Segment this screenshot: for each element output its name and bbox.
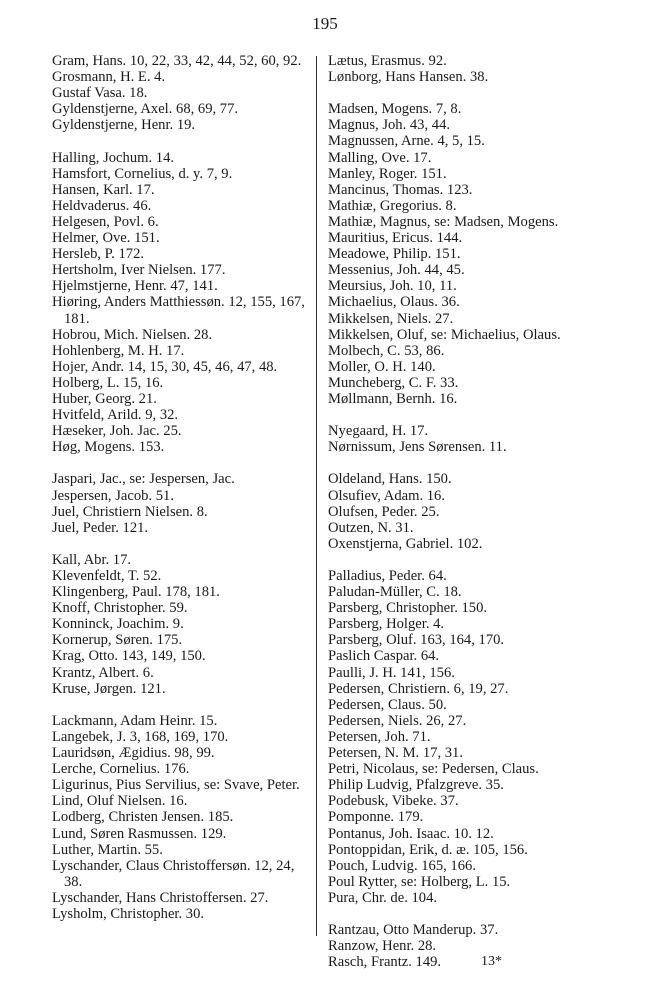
index-entry: Manley, Roger. 151. — [328, 165, 447, 182]
index-entry: Paulli, J. H. 141, 156. — [328, 664, 455, 681]
index-entry: Lund, Søren Rasmussen. 129. — [52, 825, 227, 842]
index-letter-group — [52, 713, 310, 922]
index-entry: Petersen, N. M. 17, 31. — [328, 745, 463, 762]
index-entry: Hvitfeld, Arild. 9, 32. — [52, 407, 179, 424]
index-entry: Messenius, Joh. 44, 45. — [328, 262, 465, 279]
index-entry: Pedersen, Niels. 26, 27. — [328, 712, 467, 729]
index-entry: Gyldenstjerne, Henr. 19. — [52, 117, 196, 134]
index-entry: Mauritius, Ericus. 144. — [328, 230, 463, 247]
index-entry: Gustaf Vasa. 18. — [52, 85, 148, 102]
index-entry: Michaelius, Olaus. 36. — [328, 294, 460, 311]
index-entry: Madsen, Mogens. 7, 8. — [328, 101, 462, 118]
index-letter-group — [328, 53, 610, 85]
index-entry: Mikkelsen, Niels. 27. — [328, 310, 454, 327]
index-entry: Jespersen, Jacob. 51. — [52, 487, 174, 504]
index-entry: Mathiæ, Gregorius. 8. — [328, 197, 457, 214]
index-letter-group — [52, 552, 310, 697]
index-entry: Lauridsøn, Ægidius. 98, 99. — [52, 745, 215, 762]
index-entry: Meadowe, Philip. 151. — [328, 246, 461, 263]
index-entry: Lyschander, Claus Christoffersøn. 12, 24, 38. — [52, 857, 295, 890]
index-entry: Kornerup, Søren. 175. — [52, 632, 183, 649]
index-entry: Krag, Otto. 143, 149, 150. — [52, 648, 206, 665]
index-entry: Lerche, Cornelius. 176. — [52, 761, 190, 778]
index-entry: Klevenfeldt, T. 52. — [52, 568, 162, 584]
index-entry: Kall, Abr. 17. — [52, 551, 132, 568]
index-entry: Olsufiev, Adam. 16. — [328, 487, 446, 504]
index-letter-group — [328, 101, 610, 407]
index-entry: Mancinus, Thomas. 123. — [328, 181, 473, 198]
index-letter-group — [52, 150, 310, 456]
index-left-column — [52, 53, 310, 922]
index-entry: Olufsen, Peder. 25. — [328, 503, 440, 520]
index-entry: Muncheberg, C. F. 33. — [328, 374, 459, 391]
index-entry: Hersleb, P. 172. — [52, 246, 145, 263]
index-entry: Hamsfort, Cornelius, d. y. 7, 9. — [52, 165, 233, 182]
index-entry: Huber, Georg. 21. — [52, 390, 157, 407]
index-entry: Gram, Hans. 10, 22, 33, 42, 44, 52, 60, 92. — [52, 53, 302, 69]
index-entry: Lyschander, Hans Christoffersen. 27. — [52, 889, 269, 906]
index-entry: Molbech, C. 53, 86. — [328, 342, 445, 359]
index-entry: Podebusk, Vibeke. 37. — [328, 793, 459, 810]
index-letter-group — [328, 423, 610, 455]
index-right-column — [328, 53, 610, 970]
index-entry: Lønborg, Hans Hansen. 38. — [328, 69, 489, 86]
index-entry: Helgesen, Povl. 6. — [52, 213, 159, 230]
index-entry: Luther, Martin. 55. — [52, 841, 163, 858]
index-entry: Jaspari, Jac., se: Jespersen, Jac. — [52, 471, 235, 488]
index-entry: Lind, Oluf Nielsen. 16. — [52, 793, 188, 810]
index-entry: Paludan-Müller, C. 18. — [328, 584, 462, 601]
index-entry: Langebek, J. 3, 168, 169, 170. — [52, 728, 229, 745]
index-entry: Parsberg, Oluf. 163, 164, 170. — [328, 632, 505, 649]
index-entry: Pedersen, Christiern. 6, 19, 27. — [328, 680, 509, 697]
index-entry: Mikkelsen, Oluf, se: Michaelius, Olaus. — [328, 326, 561, 343]
index-entry: Ranzow, Henr. 28. — [328, 938, 437, 955]
index-entry: Hohlenberg, M. H. 17. — [52, 342, 185, 359]
index-entry: Lætus, Erasmus. 92. — [328, 53, 447, 69]
sheet-signature: 13* — [481, 954, 502, 969]
index-entry: Moller, O. H. 140. — [328, 358, 436, 375]
index-entry: Ligurinus, Pius Servilius, se: Svave, Peter. — [52, 777, 300, 794]
index-entry: Nørnissum, Jens Sørensen. 11. — [328, 439, 507, 456]
index-entry: Parsberg, Christopher. 150. — [328, 600, 488, 617]
index-entry: Lackmann, Adam Heinr. 15. — [52, 712, 218, 729]
index-letter-group — [52, 471, 310, 535]
index-entry: Hansen, Karl. 17. — [52, 181, 155, 198]
index-entry: Konninck, Joachim. 9. — [52, 616, 184, 633]
index-entry: Outzen, N. 31. — [328, 519, 414, 536]
index-entry: Juel, Christiern Nielsen. 8. — [52, 503, 208, 520]
index-entry: Hojer, Andr. 14, 15, 30, 45, 46, 47, 48. — [52, 358, 278, 375]
index-letter-group — [52, 53, 310, 133]
index-entry: Heldvaderus. 46. — [52, 197, 152, 214]
index-entry: Rasch, Frantz. 149. — [328, 954, 442, 971]
column-divider — [316, 56, 317, 936]
index-entry: Pura, Chr. de. 104. — [328, 889, 438, 906]
index-entry: Magnussen, Arne. 4, 5, 15. — [328, 133, 485, 150]
index-entry: Høg, Mogens. 153. — [52, 439, 165, 456]
index-entry: Hobrou, Mich. Nielsen. 28. — [52, 326, 213, 343]
index-entry: Petri, Nicolaus, se: Pedersen, Claus. — [328, 761, 539, 778]
index-letter-group — [328, 471, 610, 551]
index-entry: Møllmann, Bernh. 16. — [328, 390, 458, 407]
index-entry: Hertsholm, Iver Nielsen. 177. — [52, 262, 226, 279]
index-entry: Parsberg, Holger. 4. — [328, 616, 445, 633]
index-entry: Pontoppidan, Erik, d. æ. 105, 156. — [328, 841, 528, 858]
index-entry: Helmer, Ove. 151. — [52, 230, 160, 247]
index-entry: Gyldenstjerne, Axel. 68, 69, 77. — [52, 101, 239, 118]
index-letter-group — [328, 922, 610, 970]
index-entry: Meursius, Joh. 10, 11. — [328, 278, 457, 295]
index-entry: Pedersen, Claus. 50. — [328, 696, 447, 713]
page-number: 195 — [312, 14, 338, 33]
index-entry: Oldeland, Hans. 150. — [328, 471, 452, 488]
index-letter-group — [328, 568, 610, 906]
index-entry: Hjelmstjerne, Henr. 47, 141. — [52, 278, 218, 295]
index-entry: Juel, Peder. 121. — [52, 519, 149, 536]
index-entry: Knoff, Christopher. 59. — [52, 600, 188, 617]
index-entry: Holberg, L. 15, 16. — [52, 374, 164, 391]
index-entry: Pontanus, Joh. Isaac. 10. 12. — [328, 825, 494, 842]
index-entry: Poul Rytter, se: Holberg, L. 15. — [328, 873, 511, 890]
index-entry: Klingenberg, Paul. 178, 181. — [52, 584, 220, 601]
index-entry: Lodberg, Christen Jensen. 185. — [52, 809, 234, 826]
index-entry: Krantz, Albert. 6. — [52, 664, 154, 681]
index-entry: Mathiæ, Magnus, se: Madsen, Mogens. — [328, 213, 559, 230]
index-entry: Halling, Jochum. 14. — [52, 149, 175, 166]
index-entry: Pomponne. 179. — [328, 809, 424, 826]
index-entry: Grosmann, H. E. 4. — [52, 69, 166, 86]
index-entry: Hæseker, Joh. Jac. 25. — [52, 423, 182, 440]
index-entry: Oxenstjerna, Gabriel. 102. — [328, 535, 483, 552]
index-entry: Kruse, Jørgen. 121. — [52, 680, 166, 697]
index-entry: Pouch, Ludvig. 165, 166. — [328, 857, 476, 874]
index-entry: Lysholm, Christopher. 30. — [52, 905, 205, 922]
index-entry: Philip Ludvig, Pfalzgreve. 35. — [328, 777, 504, 794]
index-entry: Magnus, Joh. 43, 44. — [328, 117, 451, 134]
index-entry: Malling, Ove. 17. — [328, 149, 432, 166]
index-entry: Nyegaard, H. 17. — [328, 423, 429, 440]
index-entry: Paslich Caspar. 64. — [328, 648, 440, 665]
index-entry: Hiøring, Anders Matthiessøn. 12, 155, 167, 181. — [52, 294, 305, 327]
index-entry: Palladius, Peder. 64. — [328, 568, 447, 584]
index-entry: Petersen, Joh. 71. — [328, 728, 431, 745]
index-entry: Rantzau, Otto Manderup. 37. — [328, 922, 499, 939]
